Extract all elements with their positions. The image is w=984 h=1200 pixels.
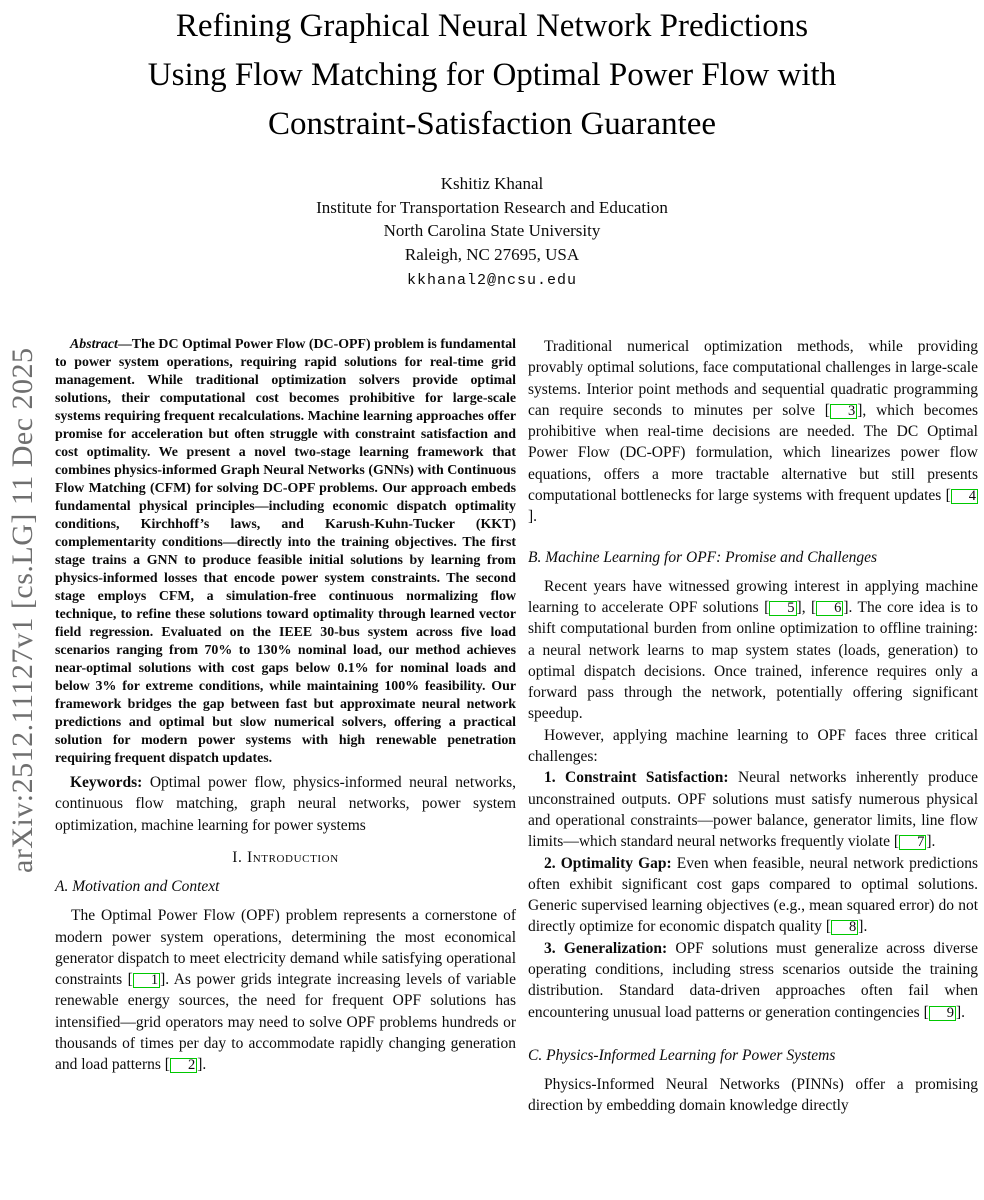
author-email: kkhanal2@ncsu.edu	[406, 272, 578, 289]
subsection-heading-c: C. Physics-Informed Learning for Power Systems	[528, 1046, 836, 1064]
text-segment: 3. Generalization:	[544, 939, 668, 957]
text-segment: Keywords:	[70, 774, 143, 791]
text-segment: . The core idea is to shift computational burden from online optimization to offline training: a neural network learns to map system states (loads, generation) to optimal dispatch decisions. Once trained, inference requires only a forward pass through the network, potentially offering significant speedup.	[528, 598, 979, 723]
text-segment: . As power grids integrate increasing levels of variable renewable energy sources, the need for frequent OPF solutions has intensified—grid operators may need to solve OPF problems hundreds or thousands of times per day to accommodate rapidly changing generation and load patterns	[55, 971, 516, 1074]
citation-ref[interactable]: 9	[929, 1006, 956, 1021]
author-institute: Institute for Transportation Research and Education	[316, 197, 668, 217]
two-column-body	[55, 336, 978, 1117]
abstract-paragraph	[55, 336, 516, 768]
paper-title-line-3: Constraint-Satisfaction Guarantee	[267, 106, 717, 142]
text-segment: 1. Constraint Satisfaction:	[544, 769, 729, 787]
paragraph-traditional-methods: Traditional numerical optimization methods, while providing provably optimal solutions, face computational challenges in large-scale systems. Interior point methods and sequential quadratic programming can require seconds to minutes per solve [ 3 ], which becomes prohibitive when real-time decisions are needed. The DC Optimal Power Flow (DC-OPF) formulation, which linearizes power flow equations, offers a more tractable alternative but still presents computational bottlenecks for large systems with frequent updates [ 4].	[528, 338, 978, 526]
text-segment: ,	[801, 598, 811, 616]
text-segment: OPF solutions must generalize across diverse operating conditions, including stress scenarios outside the training distribution. Standard data-driven approaches often fail when encountering unusual load patterns or generation contingencies	[528, 939, 978, 1021]
text-segment: .	[931, 833, 936, 851]
paragraph-challenge-optimality-gap: 2. Optimality Gap: Even when feasible, neural network predictions often exhibit significant cost gaps compared to optimal solutions. Generic supervised learning objectives (e.g., mean squared error) do not directly optimize for economic dispatch quality [ 8 ].	[528, 854, 978, 936]
text-segment: Optimal power flow, physics-informed neural networks, continuous flow matching, graph neural networks, power system optimization, machine learning for power systems	[55, 774, 516, 834]
paper-title-line-1: Refining Graphical Neural Network Predictions	[175, 8, 809, 44]
text-segment: 2. Optimality Gap:	[544, 854, 672, 872]
text-segment: Neural networks inherently produce unconstrained outputs. OPF solutions must satisfy numerous physical and operational constraints—power balance, generator limits, line flow limits—which standard neural networks frequently violate	[528, 769, 978, 851]
paragraph-challenge-generalization: 3. Generalization: OPF solutions must generalize across diverse operating conditions, including stress scenarios outside the training distribution. Standard data-driven approaches often fail when encountering unusual load patterns or generation contingencies [ 9 ].	[528, 939, 978, 1021]
author-location: Raleigh, NC 27695, USA	[404, 244, 580, 264]
keywords-paragraph	[55, 772, 516, 836]
paper-header	[0, 0, 984, 293]
right-column	[528, 336, 978, 1117]
paragraph-three-challenges	[528, 725, 978, 768]
paper-title	[0, 0, 984, 149]
citation-ref[interactable]: 7	[899, 835, 926, 850]
text-segment: Traditional numerical optimization methods, while providing provably optimal solutions, face computational challenges in large-scale systems. Interior point methods and sequential quadratic programming can require seconds to minutes per solve	[528, 338, 978, 419]
text-segment: The Optimal Power Flow (OPF) problem represents a cornerstone of modern power system operations, determining the most economical generator dispatch to meet electricity demand while satisfying operational constraints	[55, 907, 516, 989]
text-segment: .	[863, 918, 868, 936]
paragraph-ml-interest: Recent years have witnessed growing interest in applying machine learning to accelerate OPF solutions [ 5 ], [ 6 ]. The core idea is to shift computational burden from online optimization to offline training: a neural network learns to map system states (loads, generation) to optimal dispatch decisions. Once trained, inference requires only a forward pass through the network, potentially offering significant speedup.	[528, 577, 979, 723]
text-segment: , which becomes prohibitive when real-time decisions are needed. The DC Optimal Power Flow (DC-OPF) formulation, which linearizes power flow equations, offers a more tractable alternative but still presents computational bottlenecks for large systems with frequent updates	[528, 401, 978, 505]
left-column	[55, 336, 516, 1117]
paper-title-line-2: Using Flow Matching for Optimal Power Flow with	[147, 57, 837, 93]
section-heading-introduction: I. Introduction	[232, 849, 339, 867]
text-segment: Recent years have witnessed growing interest in applying machine learning to accelerate OPF solutions	[528, 577, 978, 616]
text-segment: .	[202, 1056, 207, 1074]
author-block	[0, 172, 984, 293]
citation-ref[interactable]: 5	[769, 601, 796, 616]
arxiv-watermark: arXiv:2512.11127v1 [cs.LG] 11 Dec 2025	[6, 347, 39, 874]
text-segment: Abstract	[70, 337, 118, 352]
paragraph-pinns	[528, 1074, 978, 1117]
text-segment: Even when feasible, neural network predictions often exhibit significant cost gaps compared to optimal solutions. Generic supervised learning objectives (e.g., mean squared error) do not directly optimize for economic dispatch quality	[528, 854, 978, 936]
text-segment: —The DC Optimal Power Flow (DC-OPF) problem is fundamental to power system operations, requiring rapid solutions for real-time grid management. While traditional optimization solvers provide optimal solutions, their computational cost becomes prohibitive for large-scale systems requiring frequent recalculations. Machine learning approaches offer promise for acceleration but often struggle with constraint satisfaction and cost optimality. We present a novel two-stage learning framework that combines physics-informed Graph Neural Networks (GNNs) with Continuous Flow Matching (CFM) for solving DC-OPF problems. Our approach embeds fundamental physical principles—including economic dispatch optimality conditions, Kirchhoff’s laws, and Karush-Kuhn-Tucker (KKT) complementarity conditions—directly into the training objectives. The first stage trains a GNN to produce feasible initial solutions by learning from physics-informed losses that encode power system constraints. The second stage employs CFM, a simulation-free continuous normalizing flow technique, to refine these solutions toward optimality through learned vector field regression. Evaluated on the IEEE 30-bus system across five load scenarios ranging from 70% to 130% nominal load, our method achieves near-optimal solutions with cost gaps below 0.1% for nominal loads and below 3% for extreme conditions, while maintaining 100% feasibility. Our framework bridges the gap between fast but approximate neural network predictions and optimal but slow numerical solvers, offering a practical solution for modern power systems with high renewable penetration requiring frequent dispatch updates.	[55, 337, 516, 766]
author-name: Kshitiz Khanal	[440, 174, 544, 193]
author-university: North Carolina State University	[383, 221, 601, 240]
text-segment: However, applying machine learning to OPF faces three critical challenges:	[528, 726, 978, 766]
citation-ref[interactable]: 8	[831, 920, 858, 935]
subsection-heading-b: B. Machine Learning for OPF: Promise and Challenges	[528, 548, 877, 566]
text-segment: .	[961, 1003, 966, 1021]
citation-ref[interactable]: 6	[816, 601, 843, 616]
paragraph-motivation: The Optimal Power Flow (OPF) problem represents a cornerstone of modern power system operations, determining the most economical generator dispatch to meet electricity demand while satisfying operational constraints [ 1 ]. As power grids integrate increasing levels of variable renewable energy sources, the need for frequent OPF solutions has intensified—grid operators may need to solve OPF problems hundreds or thousands of times per day to accommodate rapidly changing generation and load patterns [ 2 ].	[55, 907, 516, 1074]
subsection-heading-a: A. Motivation and Context	[55, 878, 220, 896]
paragraph-challenge-constraint-satisfaction: 1. Constraint Satisfaction: Neural networks inherently produce unconstrained outputs. OPF solutions must satisfy numerous physical and operational constraints—power balance, generator limits, line flow limits—which standard neural networks frequently violate [ 7 ].	[528, 769, 978, 851]
citation-ref[interactable]: 1	[133, 973, 160, 988]
text-segment: .	[533, 508, 538, 526]
citation-ref[interactable]: 4	[951, 489, 978, 504]
text-segment: Physics-Informed Neural Networks (PINNs) offer a promising direction by embedding domain knowledge directly	[528, 1075, 978, 1115]
citation-ref[interactable]: 2	[170, 1058, 197, 1073]
citation-ref[interactable]: 3	[830, 404, 857, 419]
